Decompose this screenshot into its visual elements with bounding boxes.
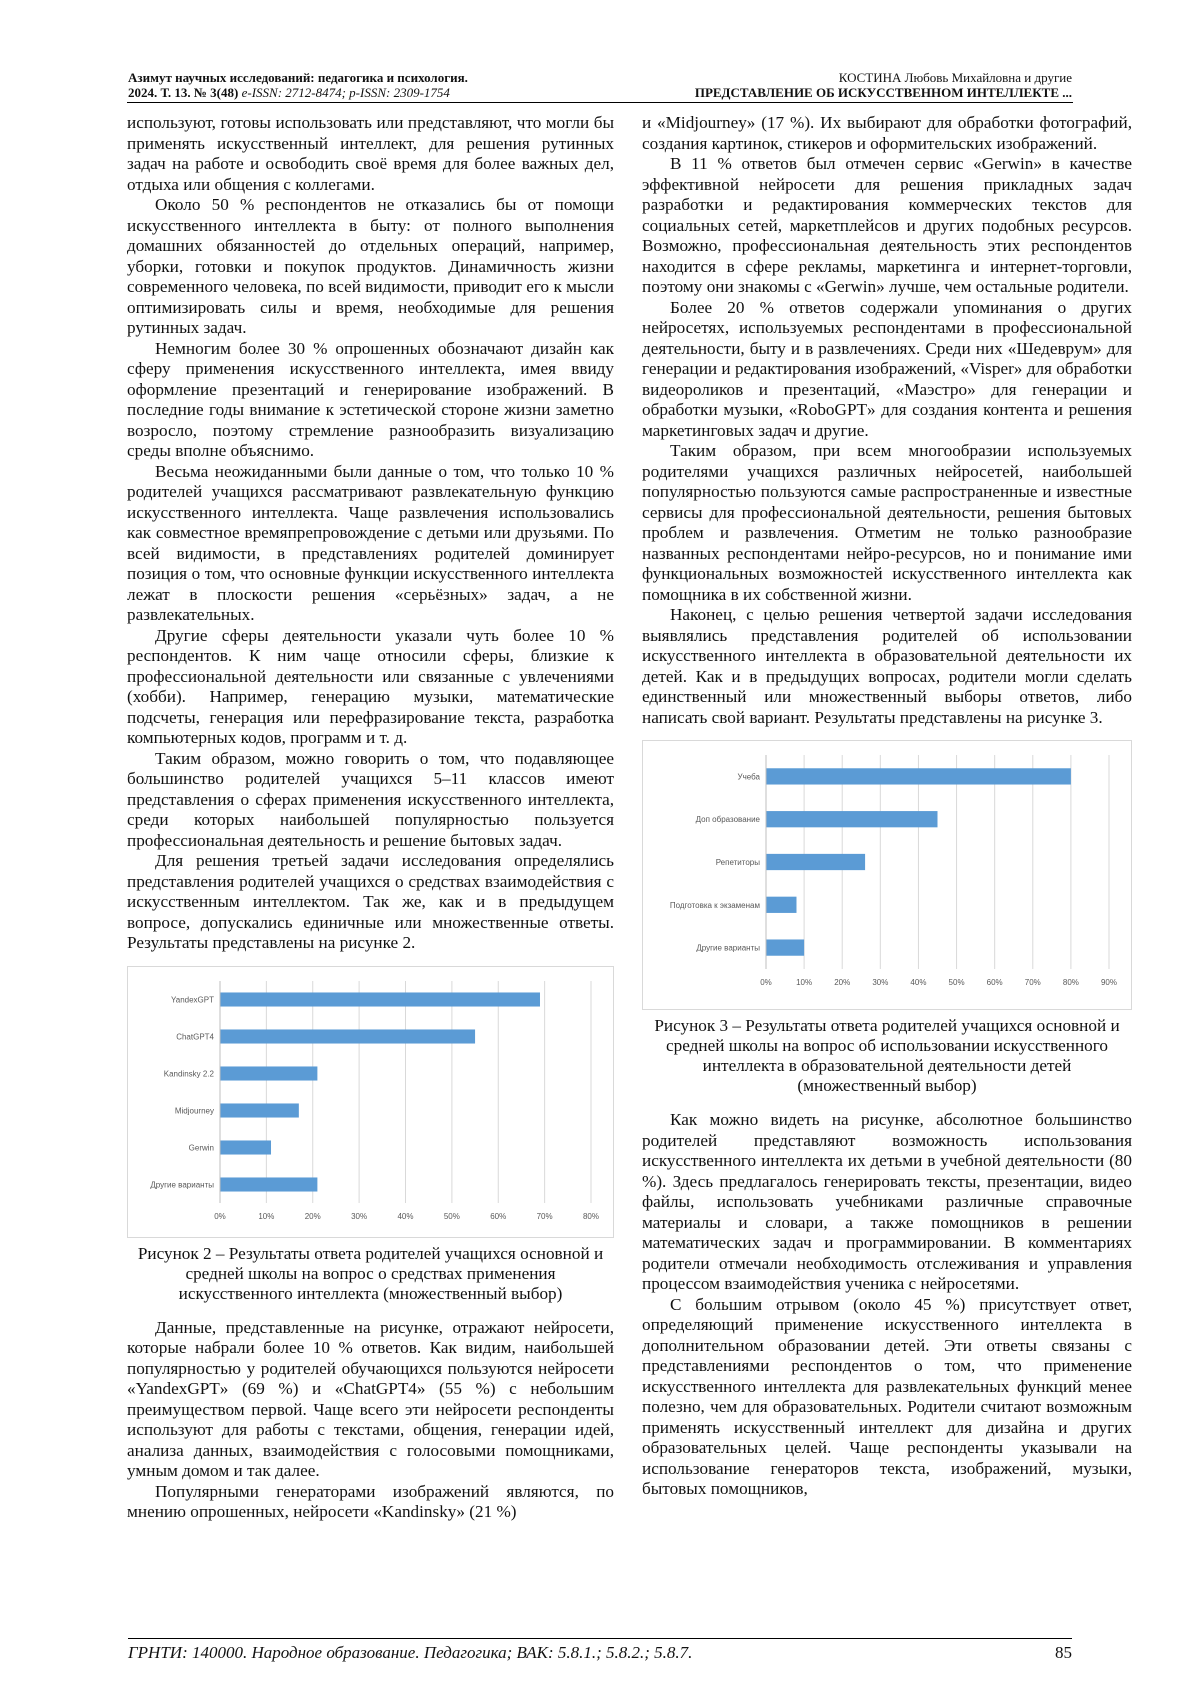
- paragraph: Весьма неожиданными были данные о том, что только 10 % родителей учащихся рассматривают развлекательную функцию искусственного интеллекта. Чаще развлечения использовались как совместное времяпрепровождение с детьми или друзьями. По всей видимости, в представлениях родителей доминирует позиция о том, что основные функции искусственного интеллекта лежат в плоскости решения «серьёзных» задач, а не развлекательных.: [127, 461, 614, 624]
- category-label: Gerwin: [188, 1143, 214, 1152]
- issue-number: 2024. Т. 13. № 3(48): [128, 85, 239, 100]
- paragraph: Таким образом, можно говорить о том, что подавляющее большинство родителей учащихся 5–11 классов имеют представления о сферах применения искусственного интеллекта, среди которых наибольшей популярностью пользуется профессиональная деятельность и решение бытовых задач.: [127, 748, 614, 850]
- x-tick-label: 0%: [214, 1211, 226, 1221]
- category-label: YandexGPT: [171, 995, 214, 1004]
- x-tick-label: 50%: [443, 1211, 460, 1221]
- paragraph: В 11 % ответов был отмечен сервис «Gerwin» в качестве эффективной нейросети для решения прикладных задач разработки и редактирования коммерческих текстов для социальных сетей, маркетплейсов и других подобных ресурсов. Возможно, профессиональная деятельность этих респондентов находится в сфере рекламы, маркетинга и интернет-торговли, поэтому они знакомы с «Gerwin» лучше, чем остальные родители.: [642, 154, 1132, 296]
- issn-line: e-ISSN: 2712-8474; p-ISSN: 2309-1754: [238, 85, 450, 100]
- bar: [766, 939, 804, 955]
- x-tick-label: 40%: [397, 1211, 414, 1221]
- category-label: Midjourney: [174, 1106, 214, 1115]
- category-label: Kandinsky 2.2: [163, 1069, 214, 1078]
- bar: [220, 1066, 317, 1080]
- paragraph: Более 20 % ответов содержали упоминания о других нейросетях, используемых респондентами в профессиональной деятельности, быту и в развлечениях. Среди них «Шедеврум» для генерации и редактирования изображений, «Visper» для обработки видеороликов и презентаций, «Маэстро» для генерации и обработки музыки, «RoboGPT» для создания контента и решения маркетинговых задач и другие.: [642, 297, 1132, 440]
- bar: [766, 811, 938, 827]
- footer-divider: [128, 1638, 1072, 1639]
- figure-3-caption: Рисунок 3 – Результаты ответа родителей учащихся основной и средней школы на вопрос об использовании искусственного интеллекта в образовательной деятельности детей (множественный выбор): [654, 1016, 1120, 1095]
- paragraph: С большим отрывом (около 45 %) присутствует ответ, определяющий применение искусственного интеллекта в дополнительном образовании детей. Эти ответы связаны с представлениями респондентов о том, что применение искусственного интеллекта для развлекательных функций менее полезно, чем для образовательных. Родители считают возможным применять искусственный интеллект для дизайна и других образовательных целей. Чаще респонденты указывали на использование генераторов текста, изображений, музыки, бытовых помощников,: [642, 1294, 1132, 1498]
- header-divider: [127, 102, 1073, 103]
- x-tick-label: 70%: [1024, 978, 1041, 987]
- paragraph: Наконец, с целью решения четвертой задачи исследования выявлялись представления родителей об использовании искусственного интеллекта в образовательной деятельности их детей. Как и в предыдущих вопросах, родители могли сделать единственный или множественный выборы ответов, либо написать свой вариант. Результаты представлены на рисунке 3.: [642, 605, 1132, 727]
- paragraph: Немногим более 30 % опрошенных обозначают дизайн как сферу применения искусственного интеллекта, имея ввиду оформление презентаций и генерирование изображений. В последние годы внимание к эстетической стороне жизни заметно возросло, поэтому стремление разнообразить визуализацию среды вполне объяснимо.: [127, 338, 614, 460]
- x-tick-label: 70%: [536, 1211, 553, 1221]
- page-number: 85: [1055, 1643, 1072, 1662]
- bar: [220, 992, 540, 1006]
- article-header: [695, 70, 1072, 100]
- paragraph: используют, готовы использовать или представляют, что могли бы применять искусственный интеллект, для решения рутинных задач на работе и освободить своё время для более важных дел, отдыха или общения с коллегами.: [127, 113, 614, 194]
- paragraph: Около 50 % респондентов не отказались бы от помощи искусственного интеллекта в быту: от полного выполнения домашних обязанностей до отдельных операций, например, уборки, готовки и покупок продуктов. Динамичность жизни современного человека, по всей видимости, приводит его к мысли оптимизировать силы и время, необходимые для решения рутинных задач.: [127, 195, 614, 337]
- category-label: Другие варианты: [150, 1180, 214, 1189]
- x-tick-label: 20%: [304, 1211, 321, 1221]
- journal-title: Азимут научных исследований: педагогика и психология.: [128, 70, 468, 85]
- x-tick-label: 10%: [796, 978, 813, 987]
- footer-classification: ГРНТИ: 140000. Народное образование. Педагогика; ВАК: 5.8.1.; 5.8.2.; 5.8.7.: [128, 1643, 693, 1662]
- article-title: ПРЕДСТАВЛЕНИЕ ОБ ИСКУССТВЕННОМ ИНТЕЛЛЕКТЕ ...: [694, 85, 1072, 100]
- figure-2-chart: [127, 966, 614, 1238]
- figure-3-svg: [643, 741, 1131, 1009]
- journal-header: [128, 70, 468, 100]
- category-label: Репетиторы: [715, 858, 760, 867]
- x-tick-label: 50%: [948, 978, 965, 987]
- left-column: [127, 113, 614, 1523]
- figure-2-svg: [128, 967, 613, 1237]
- paragraph: и «Midjourney» (17 %). Их выбирают для обработки фотографий, создания картинок, стикеров и оформительских изображений.: [642, 113, 1132, 153]
- right-column: [642, 113, 1132, 1500]
- x-tick-label: 80%: [582, 1211, 600, 1221]
- category-label: Доп образование: [695, 815, 760, 825]
- x-tick-label: 80%: [1062, 978, 1079, 987]
- x-tick-label: 30%: [872, 978, 889, 987]
- authors-line: КОСТИНА Любовь Михайловна и другие: [838, 70, 1072, 85]
- x-tick-label: 40%: [910, 978, 927, 987]
- x-tick-label: 90%: [1100, 978, 1118, 987]
- bar: [220, 1103, 299, 1117]
- x-tick-label: 30%: [351, 1211, 368, 1221]
- category-label: Учеба: [737, 772, 760, 782]
- bar: [766, 897, 796, 913]
- category-label: Подготовка к экзаменам: [669, 900, 760, 910]
- paragraph: Данные, представленные на рисунке, отражают нейросети, которые набрали более 10 % ответов. Как видим, наибольшей популярностью у родителей обучающихся пользуются нейросети «YandexGPT» (69 %) и «ChatGPT4» (55 %) с небольшим преимуществом первой. Чаще всего эти нейросети респонденты используют для работы с текстами, общения, генерации идей, анализа данных, взаимодействия с голосовыми помощниками, умным домом и так далее.: [127, 1317, 614, 1480]
- category-label: ChatGPT4: [176, 1032, 214, 1041]
- paragraph: Популярными генераторами изображений являются, по мнению опрошенных, нейросети «Kandinsky» (21 %): [127, 1481, 614, 1521]
- paragraph: Для решения третьей задачи исследования определялись представления родителей учащихся о средствах взаимодействия с искусственным интеллектом. Так же, как и в предыдущем вопросе, допускались единичные или множественные ответы. Результаты представлены на рисунке 2.: [127, 851, 614, 952]
- bar: [766, 854, 865, 870]
- x-tick-label: 60%: [986, 978, 1003, 987]
- paragraph: Как можно видеть на рисунке, абсолютное большинство родителей представляют возможность использования искусственного интеллекта их детьми в учебной деятельности (80 %). Здесь предлагалось генерировать тексты, презентации, видео файлы, использовать учебниками различные справочные материалы и словари, а также помощников в решении математических задач и программировании. В комментариях родители отмечали необходимость отслеживания и управления процессом взаимодействия ученика с нейросетями.: [642, 1110, 1132, 1293]
- x-tick-label: 20%: [834, 978, 851, 987]
- bar: [220, 1177, 317, 1191]
- paragraph: Другие сферы деятельности указали чуть более 10 % респондентов. К ним чаще относили сферы, близкие к профессиональной деятельности или связанные с увлечениями (хобби). Например, генерацию музыки, математические подсчеты, генерация или перефразирование текста, разработка компьютерных кодов, программ и т. д.: [127, 625, 614, 747]
- x-tick-label: 60%: [490, 1211, 507, 1221]
- category-label: Другие варианты: [696, 943, 760, 953]
- figure-3-chart: [642, 740, 1132, 1010]
- figure-2-caption: Рисунок 2 – Результаты ответа родителей учащихся основной и средней школы на вопрос о средствах применения искусственного интеллекта (множественный выбор): [137, 1243, 604, 1303]
- x-tick-label: 10%: [258, 1211, 275, 1221]
- bar: [220, 1029, 475, 1043]
- paragraph: Таким образом, при всем многообразии используемых родителями учащихся различных нейросетей, наибольшей популярностью пользуются самые распространенные и известные сервисы для профессиональной деятельности, решения бытовых проблем и развлечения. Отметим не только разнообразие названных респондентами нейро-ресурсов, но и понимание ими функциональных возможностей искусственного интеллекта как помощника в их собственной жизни.: [642, 441, 1132, 604]
- x-tick-label: 0%: [760, 978, 772, 987]
- bar: [220, 1140, 271, 1154]
- bar: [766, 768, 1071, 784]
